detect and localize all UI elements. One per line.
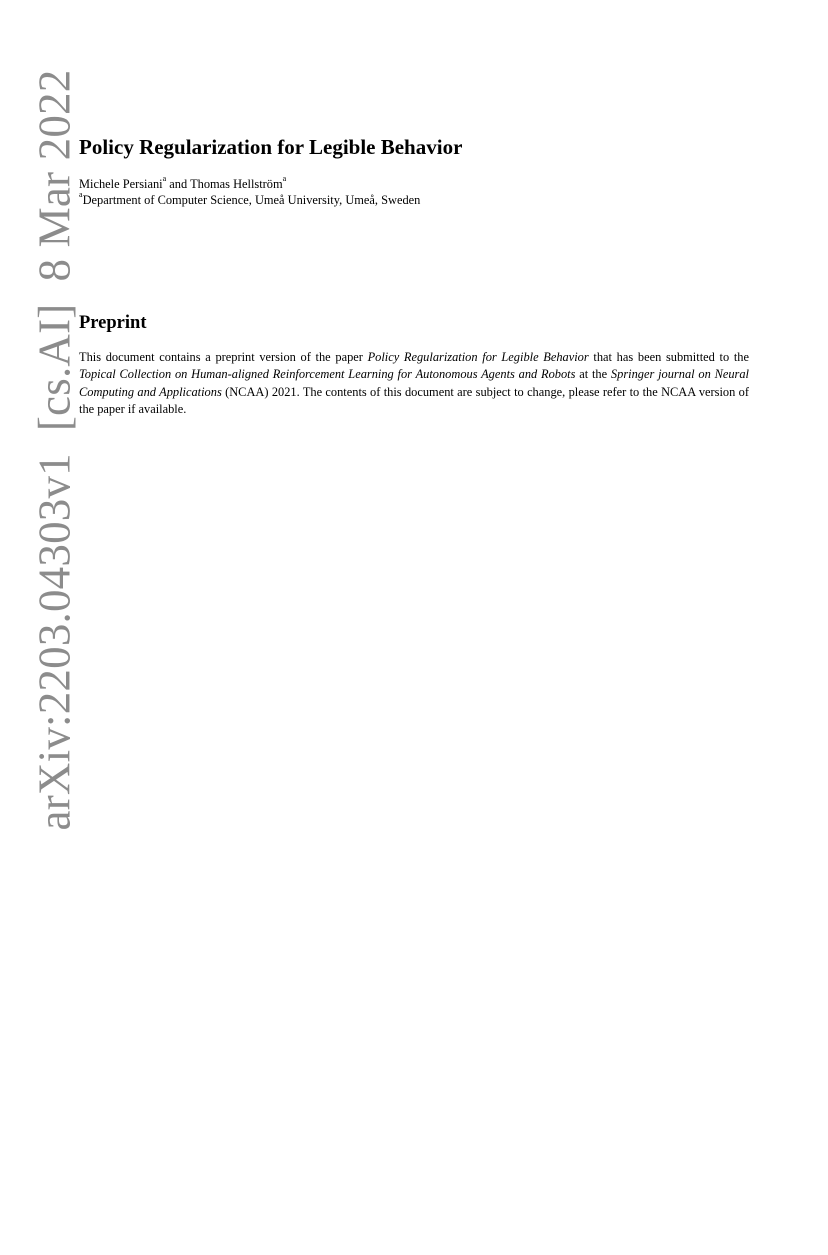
author-name: Michele Persiani <box>79 177 163 191</box>
section-heading-preprint: Preprint <box>79 313 147 333</box>
author-affiliation-mark: a <box>282 174 287 183</box>
arxiv-id: arXiv:2203.04303v1 <box>29 453 80 831</box>
affiliation-mark: a <box>79 190 83 199</box>
preprint-notice-paragraph <box>79 349 749 419</box>
author-name: Thomas Hellström <box>190 177 283 191</box>
arxiv-category: [cs.AI] <box>29 303 80 432</box>
affiliation-line <box>79 192 420 209</box>
author-affiliation-mark: a <box>162 174 167 183</box>
author-separator: and <box>166 177 191 191</box>
paragraph-italic-segment: Springer journal on Neural Computing and Applications <box>79 367 749 399</box>
arxiv-identifier-stamp <box>29 69 80 831</box>
paragraph-italic-segment: Policy Regularization for Legible Behavior <box>367 350 589 364</box>
author-list <box>79 176 286 193</box>
paragraph-text-segment: This document contains a preprint version of the paper <box>79 350 368 364</box>
paper-title: Policy Regularization for Legible Behavior <box>79 135 463 159</box>
affiliation-text: Department of Computer Science, Umeå University, Umeå, Sweden <box>82 193 421 207</box>
paragraph-text-segment: (NCAA) 2021. The contents of this document are subject to change, please refer to the NCAA version of the paper if available. <box>79 384 749 417</box>
paragraph-italic-segment: Topical Collection on Human-aligned Reinforcement Learning for Autonomous Agents and Robots <box>79 367 576 382</box>
paragraph-text-segment: that has been submitted to the <box>588 350 749 364</box>
arxiv-date: 8 Mar 2022 <box>29 69 80 282</box>
paragraph-text-segment: at the <box>575 367 611 382</box>
